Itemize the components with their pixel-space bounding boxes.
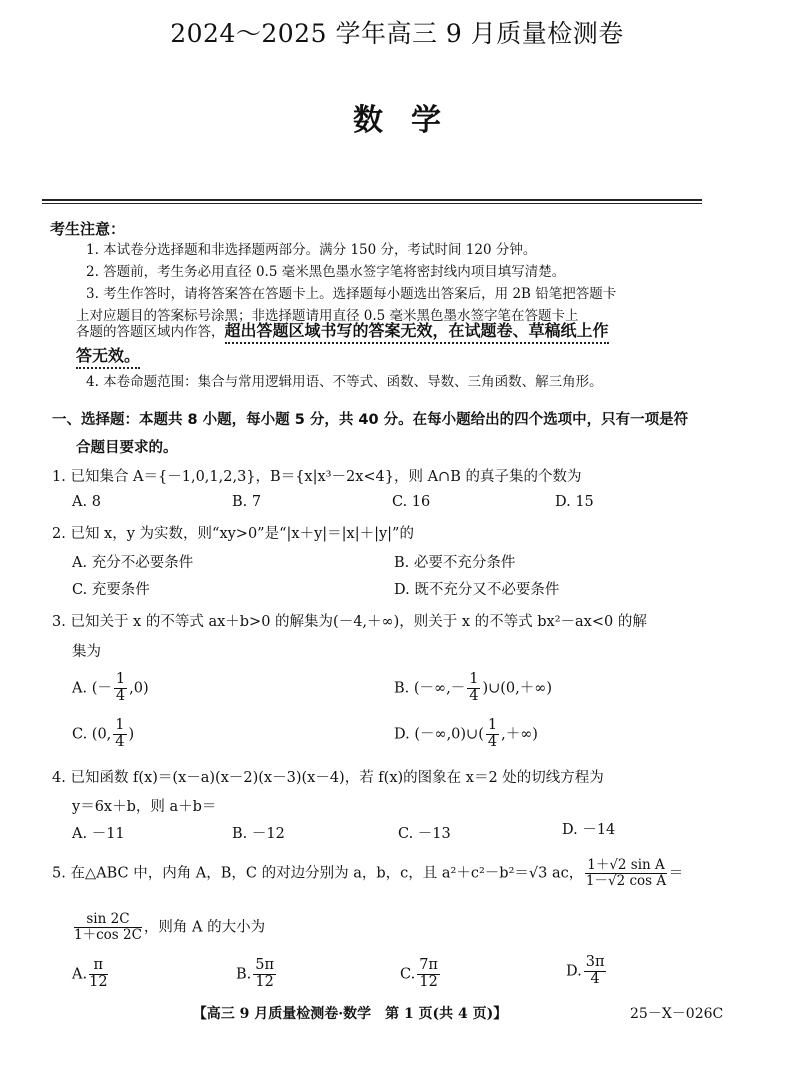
q5-c-frac xyxy=(417,958,440,991)
q3-b-frac xyxy=(467,672,480,705)
q3-stem-1: 3. 已知关于 x 的不等式 ax＋b>0 的解集为(－4,＋∞)，则关于 x 的不等式 bx²－ax<0 的解 xyxy=(52,614,647,630)
q1-option-c: C. 16 xyxy=(392,494,431,510)
notice-item-3-text: 各题的答题区域内作答， xyxy=(76,324,225,340)
q5-d-den: 4 xyxy=(590,970,600,987)
q3-c-den: 4 xyxy=(115,733,125,750)
section1-line1: 一、选择题：本题共 8 小题，每小题 5 分，共 40 分。在每小题给出的四个选项中，只有一项是符 xyxy=(52,412,689,428)
q3-c-label: C. xyxy=(72,726,88,743)
notice-item-3-cont: 上对应题目的答案标号涂黑；非选择题请用直径 0.5 毫米黑色墨水签字笔在答题卡上 xyxy=(76,308,579,324)
q3-a-den: 4 xyxy=(115,687,126,704)
q3-a-post: ,0) xyxy=(129,680,149,697)
q5-frac-2-den: 1＋cos 2C xyxy=(74,926,142,943)
notice-item-1: 1. 本试卷分选择题和非选择题两部分。满分 150 分，考试时间 120 分钟。 xyxy=(86,242,537,258)
q3-c-post: ) xyxy=(128,726,135,743)
q3-option-a xyxy=(72,672,149,705)
q1-option-b: B. 7 xyxy=(232,494,262,510)
q2-option-d: D. 既不充分又不必要条件 xyxy=(394,582,560,598)
q5-b-label: B. xyxy=(236,966,252,983)
q2-option-a: A. 充分不必要条件 xyxy=(72,555,194,571)
q5-c-num: 7π xyxy=(419,957,438,973)
notice-bold-1: 超出答题区域书写的答案无效，在试题卷、草稿纸上作 xyxy=(225,321,609,344)
q4-option-a: A. －11 xyxy=(72,826,125,842)
notice-bold-2-text: 答无效。 xyxy=(76,346,140,369)
header-rule-thin xyxy=(42,203,702,204)
q3-b-num: 1 xyxy=(469,671,479,687)
q3-d-pre: (－∞,0)∪( xyxy=(414,726,484,743)
page-footer: 【高三 9 月质量检测卷·数学 第 1 页(共 4 页)】 xyxy=(192,1006,508,1022)
q5-frac-2-num: sin 2C xyxy=(74,912,142,928)
subject-title: 数学 xyxy=(353,103,469,138)
q2-option-c: C. 充要条件 xyxy=(72,582,150,598)
q5-d-label: D. xyxy=(566,963,582,980)
q5-d-frac xyxy=(584,955,607,988)
q5-frac-1 xyxy=(585,858,667,889)
q5-option-b xyxy=(236,958,278,991)
q3-b-pre: (－∞,－ xyxy=(413,680,466,697)
q5-d-num: 3π xyxy=(585,954,605,970)
notice-item-4: 4. 本卷命题范围：集合与常用逻辑用语、不等式、函数、导数、三角函数、解三角形。 xyxy=(86,374,603,390)
q3-option-c xyxy=(72,718,134,751)
q5-stem-2 xyxy=(72,912,265,943)
q5-a-frac xyxy=(89,958,107,991)
q1-option-a: A. 8 xyxy=(72,494,101,510)
section1-line2: 合题目要求的。 xyxy=(76,440,178,456)
q3-stem-2: 集为 xyxy=(72,644,101,660)
q5-a-den: 12 xyxy=(89,973,108,990)
header-rule xyxy=(42,199,702,201)
q5-eq: ＝ xyxy=(668,865,684,882)
q5-frac-2 xyxy=(74,912,142,943)
q5-option-a xyxy=(72,958,110,991)
q2-option-b: B. 必要不充分条件 xyxy=(394,555,516,571)
q3-option-d xyxy=(394,718,538,751)
notice-item-3: 3. 考生作答时，请将答案答在答题卡上。选择题每小题选出答案后，用 2B 铅笔把答题卡 xyxy=(86,286,617,302)
q3-d-frac xyxy=(486,718,499,751)
q3-d-label: D. xyxy=(394,726,410,743)
q3-option-b xyxy=(394,672,552,705)
q5-option-c xyxy=(400,958,442,991)
q4-option-d: D. －14 xyxy=(562,822,616,838)
q5-b-num: 5π xyxy=(255,957,275,973)
q5-a-num: π xyxy=(89,958,107,975)
q3-d-post: ,＋∞) xyxy=(501,726,538,743)
q3-a-pre: (－ xyxy=(91,680,112,697)
q3-c-num: 1 xyxy=(115,717,125,733)
q3-c-frac xyxy=(113,718,126,751)
q5-a-label: A. xyxy=(72,966,88,983)
q2-stem: 2. 已知 x，y 为实数，则“xy>0”是“|x＋y|＝|x|＋|y|”的 xyxy=(52,526,414,542)
q5-frac-1-den: 1－√2 cos A xyxy=(585,872,667,889)
q4-option-b: B. －12 xyxy=(232,826,285,842)
exam-title: 2024～2025 学年高三 9 月质量检测卷 xyxy=(170,19,624,48)
q3-b-den: 4 xyxy=(469,687,479,704)
q5-c-den: 12 xyxy=(419,973,438,990)
q5-stem-2-text: ，则角 A 的大小为 xyxy=(143,919,266,936)
q1-stem: 1. 已知集合 A＝{－1,0,1,2,3}，B＝{x|x³－2x<4}，则 A∩B 的真子集的个数为 xyxy=(52,469,582,485)
q4-stem-1: 4. 已知函数 f(x)＝(x－a)(x－2)(x－3)(x－4)，若 f(x)的图象在 x＝2 处的切线方程为 xyxy=(52,770,604,786)
q5-option-d xyxy=(566,955,608,988)
q5-c-label: C. xyxy=(400,966,416,983)
q3-b-label: B. xyxy=(394,680,410,697)
q5-frac-1-num: 1＋√2 sin A xyxy=(587,857,665,873)
exam-code: 25－X－026C xyxy=(630,1006,724,1022)
notice-bold-2 xyxy=(76,343,140,366)
q4-option-c: C. －13 xyxy=(398,826,451,842)
q3-b-post: )∪(0,＋∞) xyxy=(482,680,553,697)
q3-c-pre: (0, xyxy=(91,726,112,743)
notice-item-2: 2. 答题前，考生务必用直径 0.5 毫米黑色墨水签字笔将密封线内项目填写清楚。 xyxy=(86,264,566,280)
q3-d-num: 1 xyxy=(487,717,498,733)
q5-stem-text: 5. 在△ABC 中，内角 A，B，C 的对边分别为 a，b，c，且 a²＋c²－b²＝√3 ac， xyxy=(52,865,584,882)
q5-b-frac xyxy=(253,958,276,991)
q5-b-den: 12 xyxy=(255,973,274,990)
q3-a-num: 1 xyxy=(115,671,126,687)
q5-stem-1 xyxy=(52,858,683,889)
q3-d-den: 4 xyxy=(487,733,498,750)
notice-heading: 考生注意： xyxy=(50,220,126,238)
q4-stem-2: y＝6x＋b，则 a＋b＝ xyxy=(72,799,217,815)
q3-a-label: A. xyxy=(72,680,88,697)
q1-option-d: D. 15 xyxy=(555,494,594,510)
q3-a-frac xyxy=(114,672,127,705)
notice-item-3-cont2 xyxy=(76,318,609,341)
